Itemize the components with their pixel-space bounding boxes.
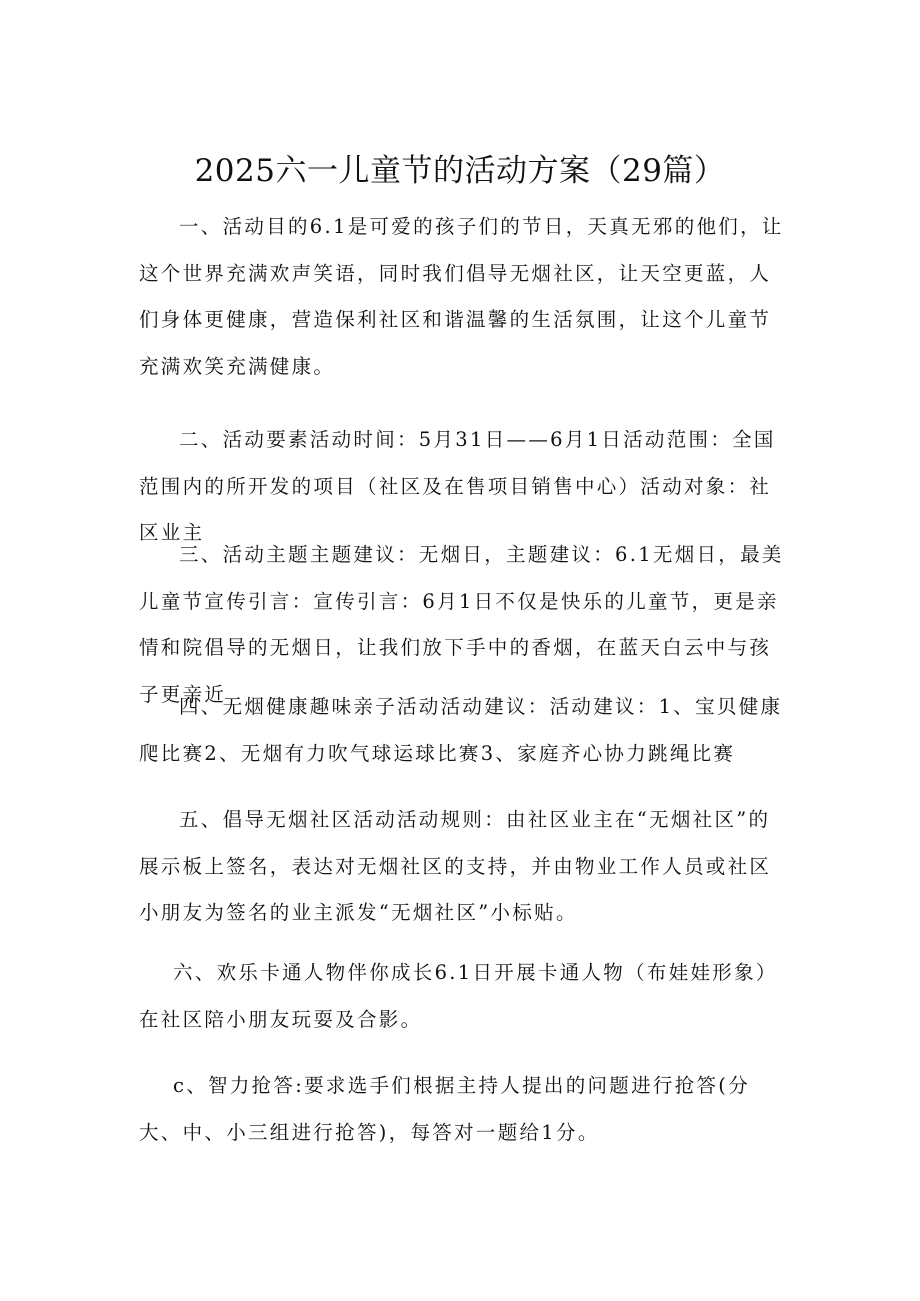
paragraph-quiz: c、智力抢答:要求选手们根据主持人提出的问题进行抢答(分大、中、小三组进行抢答)，每答对一题给1分。 [139, 1074, 750, 1144]
paragraph-cartoon-characters: 六、欢乐卡通人物伴你成长6.1日开展卡通人物（布娃娃形象）在社区陪小朋友玩耍及合影。 [139, 961, 778, 1031]
paragraph-activity-theme: 三、活动主题主题建议：无烟日，主题建议：6.1无烟日，最美儿童节宣传引言：宣传引言：6月1日不仅是快乐的儿童节，更是亲情和院倡导的无烟日，让我们放下手中的香烟，在蓝天白云中与孩子更亲近 [139, 543, 784, 706]
paragraph-activity-elements: 二、活动要素活动时间：5月31日——6月1日活动范围：全国范围内的所开发的项目（社区及在售项目销售中心）活动对象：社区业主 [139, 428, 776, 544]
paragraph-parent-child-activity: 四、无烟健康趣味亲子活动活动建议：活动建议：1、宝贝健康爬比赛2、无烟有力吹气球运球比赛3、家庭齐心协力跳绳比赛 [139, 695, 783, 765]
document-title: 2025六一儿童节的活动方案（29篇） [194, 153, 726, 189]
paragraph-activity-purpose: 一、活动目的6.1是可爱的孩子们的节日，天真无邪的他们，让这个世界充满欢声笑语，同时我们倡导无烟社区，让天空更蓝，人们身体更健康，营造保利社区和谐温馨的生活氛围，让这个儿童节充满欢笑充满健康。 [139, 215, 784, 378]
paragraph-smoke-free-community: 五、倡导无烟社区活动活动规则：由社区业主在“无烟社区”的展示板上签名，表达对无烟社区的支持，并由物业工作人员或社区小朋友为签名的业主派发“无烟社区”小标贴。 [139, 808, 772, 924]
